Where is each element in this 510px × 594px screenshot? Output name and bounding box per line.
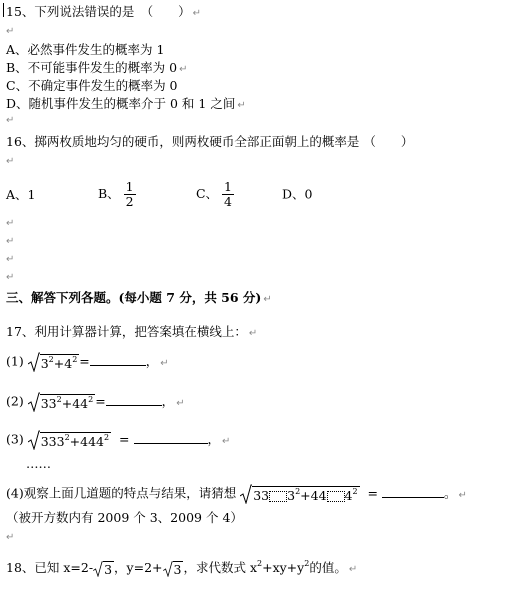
q16-stem: 16、掷两枚质地均匀的硬币，则两枚硬币全部正面朝上的概率是 （ ） [6, 134, 414, 149]
paragraph-mark-icon: ↵ [6, 218, 15, 229]
paragraph-mark-icon: ↵ [6, 236, 15, 247]
q17-part-4-note: （被开方数内有 2009 个 3、2009 个 4） [6, 510, 243, 525]
answer-blank-2[interactable] [106, 393, 162, 406]
q15-option-b: B、不可能事件发生的概率为 0 ↵ [6, 60, 188, 75]
omitted-digits-box [269, 491, 287, 502]
q18-stem: 18、已知 x=2- 3 ，y=2+ 3 ，求代数式 $x^2+xy+y^2$的值。 ↵ [6, 559, 358, 577]
q16-option-b: B、 $\frac{1}{2}$ [97, 179, 134, 209]
paragraph-mark-icon: ↵ [222, 435, 231, 447]
paragraph-mark-icon: ↵ [6, 115, 15, 126]
paragraph-mark-icon: ↵ [248, 328, 258, 339]
sqrt-symbol-icon: 33 $3^2+44$ $4^2$ [240, 484, 359, 504]
q16-option-c: C、 $\frac{1}{4}$ [195, 179, 232, 209]
paragraph-mark-icon: ↵ [179, 64, 188, 75]
q16-options [6, 180, 312, 214]
sqrt-symbol-icon: $3^2+4^2$ [28, 352, 80, 372]
text-cursor [3, 3, 4, 17]
answer-blank-3[interactable] [134, 431, 208, 444]
answer-blank-4[interactable] [382, 485, 444, 498]
paragraph-mark-icon: ↵ [6, 26, 15, 37]
q15-option-a: A、必然事件发生的概率为 1 [6, 42, 165, 57]
sqrt-symbol-icon: 3 [163, 561, 184, 577]
paragraph-mark-icon: ↵ [6, 156, 15, 167]
q16-option-a: A、1 [6, 186, 36, 202]
q15-stem: 15、下列说法错误的是 （ ） ↵ [6, 4, 202, 19]
paragraph-mark-icon: ↵ [6, 272, 15, 283]
sqrt-symbol-icon: $33^2+44^2$ [28, 392, 95, 412]
paragraph-mark-icon: ↵ [176, 397, 185, 409]
fraction-one-quarter: $\frac{1}{4}$ [224, 179, 232, 209]
paragraph-mark-icon: ↵ [160, 357, 169, 369]
q17-part-1: (1) $3^2+4^2$ = ， ↵ [6, 353, 169, 371]
q16-option-d: D、0 [281, 186, 313, 202]
paragraph-mark-icon: ↵ [263, 294, 272, 305]
omitted-digits-box [327, 491, 345, 502]
q17-part-2: (2) $33^2+44^2$ = ， ↵ [6, 393, 185, 411]
answer-blank-1[interactable] [90, 353, 146, 366]
sqrt-symbol-icon: $333^2+444^2$ [28, 430, 111, 450]
paragraph-mark-icon: ↵ [6, 532, 15, 543]
paragraph-mark-icon: ↵ [348, 564, 358, 575]
paragraph-mark-icon: ↵ [192, 8, 202, 19]
q17-stem: 17、利用计算器计算，把答案填在横线上： ↵ [6, 324, 258, 339]
q17-part-3: (3) $333^2+444^2$ = ， ↵ [6, 431, 231, 449]
section-3-title: 三、解答下列各题。(每小题 7 分，共 56 分) ↵ [6, 290, 272, 305]
paragraph-mark-icon: ↵ [237, 100, 246, 111]
paragraph-mark-icon: ↵ [6, 254, 15, 265]
fraction-one-half: $\frac{1}{2}$ [125, 179, 134, 209]
sqrt-symbol-icon: 3 [93, 561, 114, 577]
ellipsis-text: …… [26, 456, 51, 471]
paragraph-mark-icon: ↵ [458, 489, 467, 501]
q15-option-d: D、随机事件发生的概率介于 0 和 1 之间 ↵ [6, 96, 246, 111]
q15-option-c: C、不确定事件发生的概率为 0 [6, 78, 178, 93]
q17-part-4: (4)观察上面几道题的特点与结果，请猜想 33 $3^2+44$ $4^2$ = 。 ↵ [6, 485, 467, 503]
